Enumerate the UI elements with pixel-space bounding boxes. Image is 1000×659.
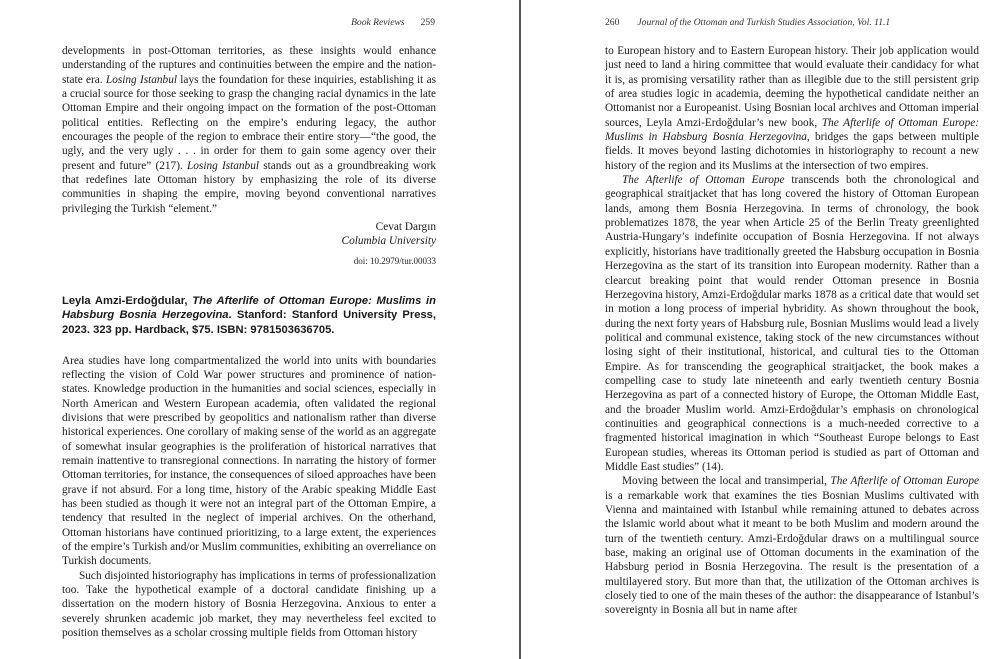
paragraph: Area studies have long compartmentalized the world into units with boundaries reflecting the vision of Cold War power structures and prominence of nation-states. Knowledge production in the humanities and social sciences, especially in North American and Western European academia, often validated the regional divisions that were prescribed by geopolitics and nationalism rather than diverse historical experiences. One corollary of making sense of the world as an aggregate of somewhat insular geographies is the proliferation of historical narratives that remain inattentive to transregional connections. In narrating the history of former Ottoman territories, for instance, the consequences of siloed approaches have been grave if not absurd. For a long time, history of the Arabic speaking Middle East has been studied as though it were not an integral part of the Ottoman Empire, a tendency that resulted in the neglect of imperial archives. On the otherhand, Ottoman historians have continued prioritizing, to a large extent, the experiences of the empire’s Turkish and/or Muslim communities, exhibiting an overreliance on Turkish documents. (62, 354, 436, 568)
reviewer-name: Cevat Dargın (375, 221, 436, 234)
paragraph: Moving between the local and transimperial, The Afterlife of Ottoman Europe is a remarkable work that examines the ties Bosnian Muslims cultivated with Vienna and maintained with Istanbul while remaining attuned to debates across the Islamic world about what it meant to be both Muslim and modern around the turn of the twentieth century. Amzi-Erdoğdular draws on a multilingual source base, making an original use of Ottoman documents in the examination of the Habsburg period in Bosnia Herzegovina. The result is the presentation of a multilayered story. But more than that, the utilization of the Ottoman archives is closely tied to one of the main theses of the author: the disappearance of Istanbul’s sovereignty in Bosnia all but in name after (605, 475, 979, 617)
paragraph: The Afterlife of Ottoman Europe transcends both the chronological and geographical straitjacket that has long covered the history of Ottoman European lands, among them Bosnia Herzegovina. In terms of chronology, the book problematizes 1878, the year when Article 25 of the Berlin Treaty greenlighted Austria-Hungary’s indefinite occupation of Bosnia Herzegovina. If not always explicitly, historians have traditionally greeted the Habsburg occupation in Bosnia Herzegovina as the start of its transition into European modernity. Rather than a clearcut breaking point that would render Ottoman presence in Bosnia Herzegovina history, Amzi-Erdoğdular marks 1878 as a critical date that would set in motion a long process of imperial hybridity. As shown throughout the book, during the next forty years of Habsburg rule, Bosnian Muslims would lead a lively political and communal existence, taking stock of the new circumstances without losing sight of their institutional, historical, and cultural ties to the Ottoman Empire. As for transcending the geographical straitjacket, the book makes a compelling case to study late nineteenth and early twentieth century Bosnia Herzegovina as part of a connected history of Europe, the Ottoman Middle East, and the broader Muslim world. Amzi-Erdoğdular’s emphasis on chronological continuities and geographical connections is a much-needed corrective to a fragmented historical imagination in which “Southeast Europe belongs to East European studies, whereas its Ottoman period is studied as part of Ottoman and Middle East studies” (14). (605, 174, 979, 473)
left-text-column (62, 44, 436, 640)
right-running-head-title: Journal of the Ottoman and Turkish Studies Association, Vol. 11.1 (637, 17, 891, 28)
review-heading: Leyla Amzi-Erdoğdular, The Afterlife of Ottoman Europe: Muslims in Habsburg Bosnia Herzegovina. Stanford: Stanford University Press, 2023. 323 pp. Hardback, $75. ISBN: 9781503636705. (62, 294, 436, 336)
paragraph: to European history and to Eastern European history. Their job application would just need to land a hiring committee that would evaluate their candidacy for what it is, as promising versatility rather than as illegible due to the still persistent grip of area studies logic in academia, deeming the hypothetical candidate neither an Ottomanist nor a Europeanist. Using Bosnian local archives and Ottoman imperial sources, Leyla Amzi-Erdoğdular’s new book, The Afterlife of Ottoman Europe: Muslims in Habsburg Bosnia Herzegovina, bridges the gaps between multiple fields. It moves beyond lasting dichotomies in historiography to recount a new history of the region and its Muslims at the intersection of two empires. (605, 45, 980, 172)
left-running-head (351, 17, 435, 28)
italic-title: The Afterlife of Ottoman Europe (830, 475, 979, 488)
right-page-number: 260 (605, 17, 620, 28)
italic-title: The Afterlife of Ottoman Europe: Muslims in Habsburg Bosnia Herzegovina (605, 116, 980, 144)
italic-title: Losing Istanbul (105, 73, 177, 86)
right-review-body (605, 44, 979, 618)
right-running-head (605, 17, 890, 28)
italic-title: Losing Istanbul (187, 159, 259, 172)
italic-title: The Afterlife of Ottoman Europe: Muslims in Habsburg Bosnia Herzegovina (62, 294, 436, 322)
right-page (521, 0, 1000, 659)
left-review-body (62, 354, 436, 641)
left-running-head-title: Book Reviews (351, 17, 405, 28)
italic-title: The Afterlife of Ottoman Europe (622, 174, 785, 187)
previous-review-ending: developments in post-Ottoman territories, as these insights would enhance understanding of the ruptures and continuities between the empire and the nation-state era. Losing Istanbul lays the foundation for these inquiries, establishing it as a crucial source for those seeking to grasp the changing racial dynamics in the late Ottoman Empire and their ongoing impact on the formation of the post-Ottoman political entities. Reflecting on the empire’s enduring legacy, the author encourages the people of the region to embrace their entire story—“the good, the ugly, and the very ugly . . . in order for them to gain some agency over their present and future” (217). Losing Istanbul stands out as a groundbreaking work that redefines late Ottoman history by emphasizing the role of its diverse communities in shaping the empire, moving beyond conventional narratives privileging the Turkish “element.” (62, 45, 437, 215)
paragraph: Such disjointed historiography has implications in terms of professionalization too. Take the hypothetical example of a doctoral candidate finishing up a dissertation on the modern history of Bosnia Herzegovina. Anxious to enter a severely shrunken academic job market, they may nevertheless feel excited to position themselves as a scholar crossing multiple fields from Ottoman history (62, 569, 436, 640)
reviewer-affiliation: Columbia University (341, 235, 436, 248)
left-page-number: 259 (420, 17, 435, 28)
right-text-column (605, 44, 979, 618)
doi-reference: doi: 10.2979/tur.00033 (353, 255, 436, 266)
